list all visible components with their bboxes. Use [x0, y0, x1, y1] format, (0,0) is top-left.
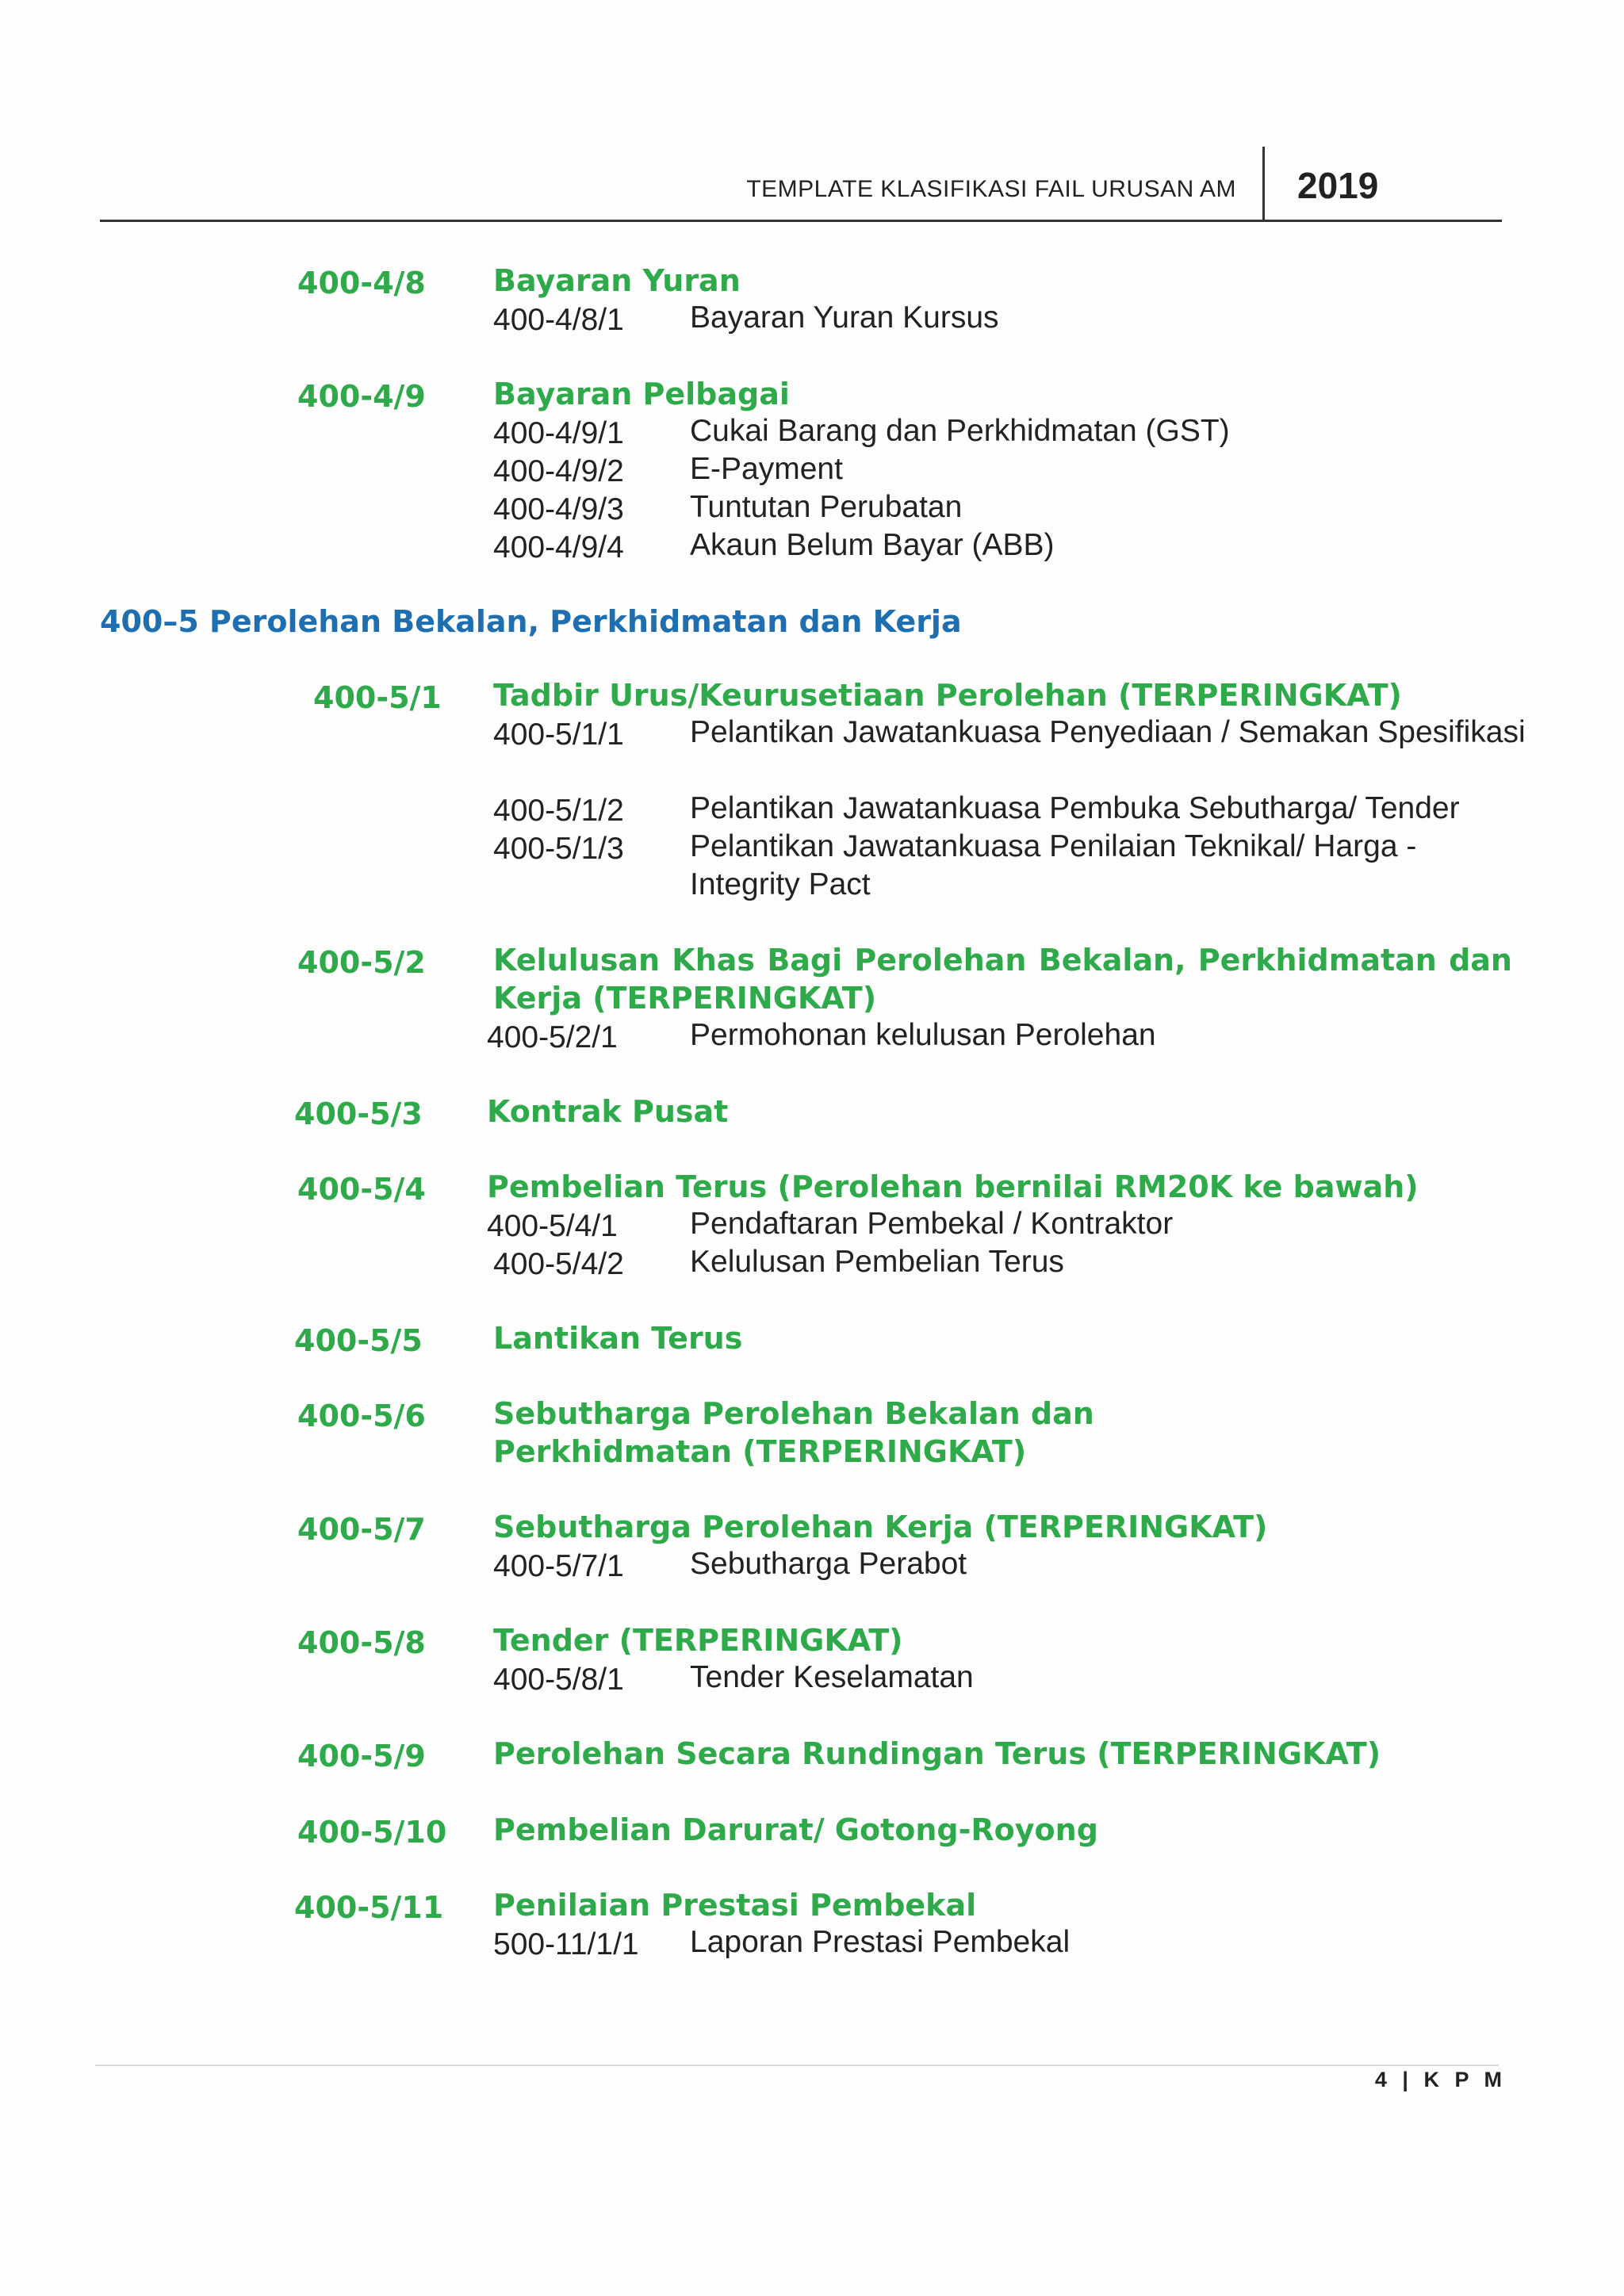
item-label: Sebutharga Perabot: [690, 1547, 967, 1581]
item-label: Akaun Belum Bayar (ABB): [690, 528, 1055, 562]
item-code: 400-4/8/1: [493, 303, 624, 337]
group-code: 400-4/8: [297, 266, 426, 300]
page-number: 4 | K P M: [1374, 2068, 1507, 2091]
group-title: Sebutharga Perolehan Bekalan dan Perkhidmatan (TERPERINGKAT): [493, 1396, 1094, 1469]
item-code: 400-4/9/3: [493, 492, 624, 526]
group-title: Pembelian Darurat/ Gotong-Royong: [493, 1812, 1098, 1847]
group-code: 400-5/7: [297, 1512, 426, 1547]
item-label: Kelulusan Pembelian Terus: [690, 1245, 1064, 1279]
header-title: TEMPLATE KLASIFIKASI FAIL URUSAN AM: [746, 176, 1236, 202]
group-code: 400-4/9: [297, 379, 426, 414]
item-code: 500-11/1/1: [493, 1927, 639, 1961]
item-code: 400-5/2/1: [487, 1020, 618, 1054]
group-code: 400-5/1: [313, 680, 442, 715]
item-code: 400-5/7/1: [493, 1549, 624, 1583]
group-code: 400-5/3: [294, 1096, 423, 1131]
item-label: Permohonan kelulusan Perolehan: [690, 1018, 1156, 1052]
group-code: 400-5/5: [294, 1323, 423, 1358]
header-divider: [1262, 147, 1265, 220]
group-title: Bayaran Pelbagai: [493, 377, 790, 411]
group-code: 400-5/2: [297, 945, 426, 980]
item-code: 400-4/9/1: [493, 416, 624, 450]
group-code: 400-5/8: [297, 1625, 426, 1660]
group-title: Kontrak Pusat: [487, 1094, 729, 1129]
item-label: E-Payment: [690, 452, 843, 486]
group-title: Kelulusan Khas Bagi Perolehan Bekalan, Perkhidmatan dan Kerja (TERPERINGKAT): [493, 943, 1512, 1016]
item-code: 400-5/8/1: [493, 1663, 624, 1697]
section-heading: 400–5 Perolehan Bekalan, Perkhidmatan dan Kerja: [100, 604, 962, 639]
group-code: 400-5/10: [297, 1815, 447, 1850]
group-code: 400-5/11: [294, 1890, 444, 1925]
group-code: 400-5/6: [297, 1399, 426, 1433]
item-code: 400-4/9/2: [493, 454, 624, 488]
item-label: Bayaran Yuran Kursus: [690, 300, 999, 335]
group-title: Pembelian Terus (Perolehan bernilai RM20K ke bawah): [487, 1169, 1419, 1204]
item-label: Cukai Barang dan Perkhidmatan (GST): [690, 414, 1230, 448]
group-title: Sebutharga Perolehan Kerja (TERPERINGKAT): [493, 1510, 1268, 1544]
group-title: Tender (TERPERINGKAT): [493, 1623, 903, 1658]
item-code: 400-5/1/3: [493, 832, 624, 866]
item-code: 400-5/1/2: [493, 794, 624, 828]
group-title: Tadbir Urus/Keurusetiaan Perolehan (TERPERINGKAT): [493, 678, 1402, 713]
item-label: Laporan Prestasi Pembekal: [690, 1925, 1071, 1959]
item-code: 400-4/9/4: [493, 530, 624, 564]
page-header: [100, 147, 1502, 222]
group-code: 400-5/9: [297, 1739, 426, 1774]
group-title: Perolehan Secara Rundingan Terus (TERPERINGKAT): [493, 1736, 1381, 1771]
header-year: 2019: [1297, 165, 1379, 206]
item-label: Pelantikan Jawatankuasa Penilaian Teknikal/ Harga - Integrity Pact: [690, 829, 1417, 901]
group-title: Bayaran Yuran: [493, 263, 741, 298]
item-label: Pelantikan Jawatankuasa Pembuka Sebutharga/ Tender: [690, 791, 1460, 825]
item-label: Pelantikan Jawatankuasa Penyediaan / Semakan Spesifikasi: [690, 715, 1526, 749]
item-code: 400-5/4/1: [487, 1209, 618, 1243]
footer-divider: [95, 2064, 1499, 2066]
group-title: Lantikan Terus: [493, 1321, 743, 1356]
item-code: 400-5/4/2: [493, 1247, 624, 1281]
group-title: Penilaian Prestasi Pembekal: [493, 1888, 977, 1923]
item-code: 400-5/1/1: [493, 718, 624, 752]
item-label: Pendaftaran Pembekal / Kontraktor: [690, 1207, 1174, 1241]
item-label: Tuntutan Perubatan: [690, 490, 963, 524]
group-code: 400-5/4: [297, 1172, 426, 1207]
item-label: Tender Keselamatan: [690, 1660, 974, 1694]
